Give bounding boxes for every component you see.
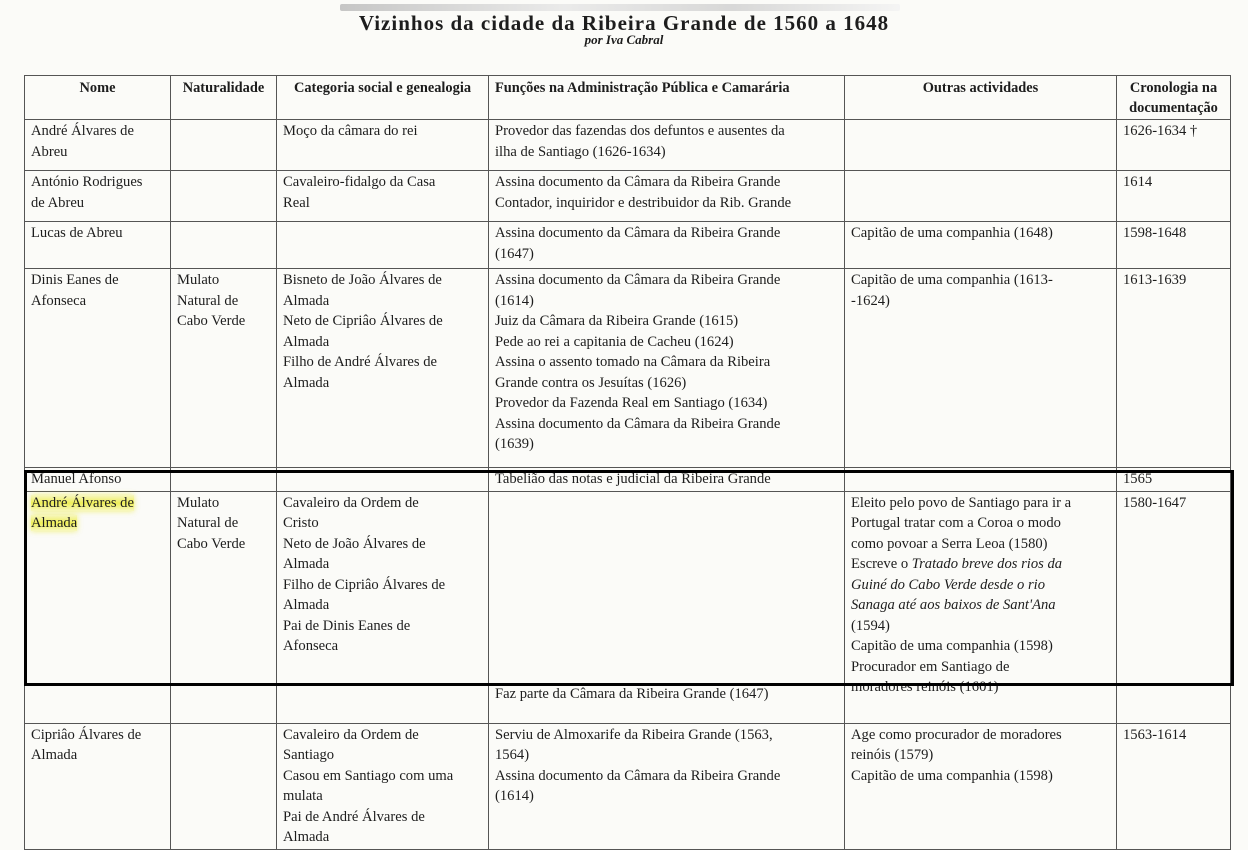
cell-categoria xyxy=(277,120,489,171)
cell-line: Natural de xyxy=(177,292,239,309)
cell-line: 1626-1634 † xyxy=(1123,123,1198,139)
cell-line: Mulato xyxy=(177,494,220,511)
cell-line: ilha de Santiago (1626-1634) xyxy=(495,143,666,160)
cell-line: Assina documento da Câmara da Ribeira Grande xyxy=(495,767,781,784)
column-header-cronologia: Cronologia na documentação xyxy=(1117,76,1231,120)
cell-categoria xyxy=(277,468,489,492)
cell-nome xyxy=(25,222,171,269)
cell-line: Casou em Santiago com uma xyxy=(283,767,454,784)
cell-line: Serviu de Almoxarife da Ribeira Grande (1563, xyxy=(495,726,773,743)
cell-line: Pede ao rei a capitania de Cacheu (1624) xyxy=(495,333,734,350)
cell-line: 1564) xyxy=(495,747,530,763)
scan-artifact xyxy=(340,4,900,11)
cell-cronologia xyxy=(1117,723,1231,849)
column-header-categoria: Categoria social e genealogia xyxy=(277,76,489,120)
table-row xyxy=(25,171,1231,222)
cell-line: Capitão de uma companhia (1613- xyxy=(851,272,1053,288)
cell-line: Pai de André Álvares de xyxy=(283,808,425,825)
cell-categoria xyxy=(277,269,489,468)
cell-line: Capitão de uma companhia (1598) xyxy=(851,638,1053,654)
vizinhos-table xyxy=(24,75,1231,850)
cell-line: 1598-1648 xyxy=(1123,225,1187,241)
cell-line: Cavaleiro da Ordem de xyxy=(283,494,419,511)
cell-line: Almada xyxy=(283,556,330,572)
cell-line: -1624) xyxy=(851,292,890,309)
cell-nome xyxy=(25,269,171,468)
cell-naturalidade xyxy=(171,468,277,492)
cell-categoria xyxy=(277,491,489,723)
cell-categoria xyxy=(277,222,489,269)
cell-outras xyxy=(845,723,1117,849)
cell-line: Filho de André Álvares de xyxy=(283,354,438,370)
cell-line: Neto de João Álvares de xyxy=(283,535,426,552)
cell-funcoes xyxy=(489,491,845,723)
table-row xyxy=(25,468,1231,492)
cell-categoria xyxy=(277,723,489,849)
cell-line: Almada xyxy=(283,333,330,350)
cell-line: Cavaleiro da Ordem de xyxy=(283,726,419,743)
cell-funcoes xyxy=(489,723,845,849)
cell-nome xyxy=(25,468,171,492)
table-row xyxy=(25,222,1231,269)
cell-line: 1614 xyxy=(1123,174,1153,190)
cell-line: Provedor da Fazenda Real em Santiago (1634) xyxy=(495,395,768,411)
cell-naturalidade xyxy=(171,723,277,849)
cell-cronologia xyxy=(1117,120,1231,171)
cell-line: (1614) xyxy=(495,788,534,804)
cell-line: Almada xyxy=(283,597,330,613)
cell-funcoes xyxy=(489,269,845,468)
cell-nome xyxy=(25,171,171,222)
cell-line: Almada xyxy=(31,515,78,531)
cell-line: de Abreu xyxy=(31,194,85,211)
column-header-nome: Nome xyxy=(25,76,171,120)
cell-outras xyxy=(845,491,1117,723)
cell-line: Dinis Eanes de xyxy=(31,272,119,288)
cell-line: Almada xyxy=(31,747,78,763)
table-row xyxy=(25,723,1231,849)
column-header-funcoes: Funções na Administração Pública e Camarária xyxy=(489,76,845,120)
column-header-outras: Outras actividades xyxy=(845,76,1117,120)
cell-line: (1647) xyxy=(495,245,534,262)
cell-cronologia xyxy=(1117,222,1231,269)
cell-line: Almada xyxy=(283,374,330,391)
cell-line: Assina documento da Câmara da Ribeira Grande xyxy=(495,415,781,432)
cell-line: Procurador em Santiago de xyxy=(851,658,1010,675)
cell-line: Natural de xyxy=(177,515,239,531)
cell-line: Real xyxy=(283,194,310,211)
cell-outras xyxy=(845,269,1117,468)
cell-cronologia xyxy=(1117,491,1231,723)
cell-line: Age como procurador de moradores xyxy=(851,726,1062,743)
cell-line: Afonseca xyxy=(283,638,339,654)
cell-outras xyxy=(845,171,1117,222)
cell-line: Assina documento da Câmara da Ribeira Grande xyxy=(495,272,781,288)
cell-naturalidade xyxy=(171,120,277,171)
cell-line: Escreve o Tratado breve dos rios da xyxy=(851,556,1063,572)
cell-line: Assina documento da Câmara da Ribeira Grande xyxy=(495,174,781,190)
cell-line: 1563-1614 xyxy=(1123,726,1187,743)
cell-outras xyxy=(845,120,1117,171)
cell-line: reinóis (1579) xyxy=(851,747,934,763)
cell-line: Guiné do Cabo Verde desde o rio xyxy=(851,576,1046,593)
cell-nome xyxy=(25,120,171,171)
cell-line: 1565 xyxy=(1123,471,1153,487)
cell-line: Pai de Dinis Eanes de xyxy=(283,617,411,634)
cell-line: Neto de Cipriâo Álvares de xyxy=(283,313,443,329)
cell-line: Cristo xyxy=(283,515,319,531)
cell-line: 1580-1647 xyxy=(1123,494,1187,511)
cell-line: moradores reinóis (1601) xyxy=(851,679,999,695)
cell-line: André Álvares de xyxy=(31,123,134,139)
cell-naturalidade xyxy=(171,491,277,723)
cell-naturalidade xyxy=(171,222,277,269)
cell-line: Bisneto de João Álvares de xyxy=(283,272,442,288)
cell-line: Contador, inquiridor e destribuidor da Rib. Grande xyxy=(495,194,792,211)
cell-line: (1594) xyxy=(851,617,890,634)
cell-line: Cabo Verde xyxy=(177,535,246,552)
cell-line: Juiz da Câmara da Ribeira Grande (1615) xyxy=(495,313,739,329)
cell-line: Sanaga até aos baixos de Sant'Ana xyxy=(851,597,1056,613)
cell-nome xyxy=(25,491,171,723)
cell-line: Afonseca xyxy=(31,292,87,309)
cell-cronologia xyxy=(1117,269,1231,468)
table-row xyxy=(25,269,1231,468)
cell-line: Cabo Verde xyxy=(177,313,246,329)
cell-line: mulata xyxy=(283,788,323,804)
cell-line: Tabelião das notas e judicial da Ribeira Grande xyxy=(495,471,771,487)
cell-line: Abreu xyxy=(31,143,68,160)
table-row xyxy=(25,120,1231,171)
cell-line: Manuel Afonso xyxy=(31,471,122,487)
table-row xyxy=(25,491,1231,723)
cell-outras xyxy=(845,222,1117,269)
cell-line: Almada xyxy=(283,829,330,845)
cell-line: Assina o assento tomado na Câmara da Ribeira xyxy=(495,354,771,370)
cell-line: 1613-1639 xyxy=(1123,272,1187,288)
page-subtitle: por Iva Cabral xyxy=(584,32,664,47)
cell-funcoes xyxy=(489,120,845,171)
cell-line: Capitão de uma companhia (1598) xyxy=(851,767,1053,784)
cell-line: Filho de Cipriâo Álvares de xyxy=(283,576,446,593)
cell-line: Grande contra os Jesuítas (1626) xyxy=(495,374,687,391)
cell-line: Portugal tratar com a Coroa o modo xyxy=(851,515,1061,531)
cell-line: Capitão de uma companhia (1648) xyxy=(851,225,1053,241)
cell-funcoes xyxy=(489,468,845,492)
cell-categoria xyxy=(277,171,489,222)
cell-line: André Álvares de xyxy=(31,494,134,511)
cell-naturalidade xyxy=(171,269,277,468)
cell-outras xyxy=(845,468,1117,492)
cell-line: como povoar a Serra Leoa (1580) xyxy=(851,535,1048,552)
cell-line: Lucas de Abreu xyxy=(31,225,123,241)
cell-funcoes xyxy=(489,222,845,269)
table-header-row xyxy=(25,76,1231,120)
cell-line: Moço da câmara do rei xyxy=(283,123,418,139)
cell-cronologia xyxy=(1117,171,1231,222)
cell-line: Cavaleiro-fidalgo da Casa xyxy=(283,174,436,190)
cell-line: Cipriâo Álvares de xyxy=(31,726,142,743)
cell-naturalidade xyxy=(171,171,277,222)
cell-line: António Rodrigues xyxy=(31,174,143,190)
cell-line: Santiago xyxy=(283,747,335,763)
cell-line: Eleito pelo povo de Santiago para ir a xyxy=(851,494,1072,511)
page-title: Vizinhos da cidade da Ribeira Grande de 1560 a 1648 xyxy=(358,11,890,35)
cell-line: Almada xyxy=(283,292,330,309)
cell-line: (1614) xyxy=(495,292,534,309)
cell-funcoes xyxy=(489,171,845,222)
cell-line: Provedor das fazendas dos defuntos e ausentes da xyxy=(495,123,785,139)
column-header-naturalidade: Naturalidade xyxy=(171,76,277,120)
cell-line: Faz parte da Câmara da Ribeira Grande (1647) xyxy=(495,686,769,702)
cell-line: Mulato xyxy=(177,272,220,288)
cell-line: (1639) xyxy=(495,436,534,452)
cell-nome xyxy=(25,723,171,849)
cell-cronologia xyxy=(1117,468,1231,492)
cell-line: Assina documento da Câmara da Ribeira Grande xyxy=(495,225,781,241)
